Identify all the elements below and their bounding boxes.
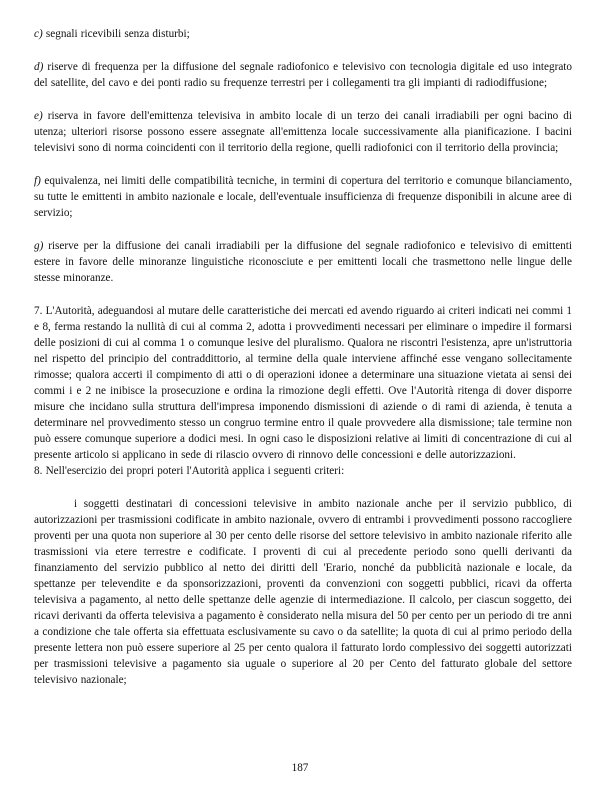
item-letter: f) [34, 175, 41, 187]
page-number: 187 [291, 762, 309, 774]
paragraph-comma-7 [34, 303, 572, 463]
paragraph-f [34, 173, 572, 221]
item-letter: g) [34, 240, 44, 252]
paragraph-text: riserva in favore dell'emittenza televisiva in ambito locale di un terzo dei canali irradiabili per ogni bacino di utenza; ulteriori risorse possono essere assegnate all'emittenza locale successivamente alla pianificazione. I bacini televisivi sono di norma coincidenti con il territorio della regione, quelli radiofonici con il territorio della provincia; [34, 110, 572, 154]
paragraph-text: segnali ricevibili senza disturbi; [42, 28, 190, 40]
paragraph-text: 8. Nell'esercizio dei propri poteri l'Autorità applica i seguenti criteri: [34, 465, 345, 477]
paragraph-text: riserve per la diffusione dei canali irradiabili per la diffusione del segnale radiofonico e televisivo di emittenti estere in favore delle minoranze linguistiche riconosciute e per emittenti locali che trasmettono nelle lingue delle stesse minoranze. [34, 240, 572, 284]
paragraph-text: i soggetti destinatari di concessioni televisive in ambito nazionale anche per il servizio pubblico, di autorizzazioni per trasmissioni codificate in ambito nazionale, ovvero di entrambi i provvedimenti possono raccogliere proventi per una quota non superiore al 30 per cento delle risorse del settore televisivo in ambito nazionale riferito alle trasmissioni via etere terrestre e codificate. I proventi di cui al precedente periodo sono quelli derivanti da finanziamento del servizio pubblico al netto dei diritti dell 'Erario, nonché da pubblicità nazionale e locale, da spettanze per televendite e da sponsorizzazioni, proventi da convenzioni con soggetti pubblici, ricavi da offerta televisiva a pagamento, al netto delle spettanze delle agenzie di intermediazione. Il calcolo, per ciascun soggetto, dei ricavi derivanti da offerta televisiva a pagamento è considerato nella misura del 50 per cento per un periodo di tre anni a condizione che tale offerta sia effettuata esclusivamente su cavo o da satellite; la quota di cui al primo periodo della presente lettera non può essere superiore al 25 per cento qualora il fatturato lordo complessivo dei soggetti autorizzati per trasmissioni televisive a pagamento sia uguale o superiore al 20 per Cento del fatturato globale del settore televisivo nazionale; [34, 498, 572, 686]
paragraph-g [34, 238, 572, 286]
item-letter: d) [34, 61, 44, 73]
paragraph-text: equivalenza, nei limiti delle compatibilità tecniche, in termini di copertura del territorio e comunque bilanciamento, su tutte le emittenti in ambito nazionale e locale, dell'eventuale insufficienza di frequenze disponibili in alcune aree di servizio; [34, 175, 572, 219]
paragraph-c [34, 26, 572, 42]
paragraph-criteria [34, 496, 572, 688]
item-letter: e) [34, 110, 43, 122]
paragraph-d [34, 59, 572, 91]
paragraph-text: riserve di frequenza per la diffusione del segnale radiofonico e televisivo con tecnologia digitale ed uso integrato del satellite, del cavo e dei ponti radio su frequenze terrestri per i collegamenti tra gli impianti di radiodiffusione; [34, 61, 572, 89]
paragraph-e [34, 108, 572, 156]
item-letter: c) [34, 28, 43, 40]
paragraph-text: 7. L'Autorità, adeguandosi al mutare delle caratteristiche dei mercati ed avendo riguardo ai criteri indicati nei commi 1 e 8, ferma restando la nullità di cui al comma 2, adotta i provvedimenti necessari per eliminare o impedire il formarsi delle posizioni di cui al comma 1 o comunque lesive del pluralismo. Qualora ne riscontri l'esistenza, apre un'istruttoria nel rispetto del principio del contraddittorio, al termine della quale interviene affinché esse vengano sollecitamente rimosse; qualora accerti il compimento di atti o di operazioni idonee a determinare una situazione vietata ai sensi dei commi i e 2 ne inibisce la prosecuzione e ordina la rimozione degli effetti. Ove l'Autorità ritenga di dover disporre misure che incidano sulla struttura dell'impresa imponendo dismissioni di aziende o di rami di azienda, è tenuta a determinare nel provvedimento stesso un congruo termine entro il quale provvedere alla dismissione; tale termine non può essere comunque superiore a dodici mesi. In ogni caso le disposizioni relative ai limiti di concentrazione di cui al presente articolo si applicano in sede di rilascio ovvero di rinnovo delle concessioni e delle autorizzazioni. [34, 305, 572, 461]
paragraph-comma-8 [34, 463, 572, 479]
